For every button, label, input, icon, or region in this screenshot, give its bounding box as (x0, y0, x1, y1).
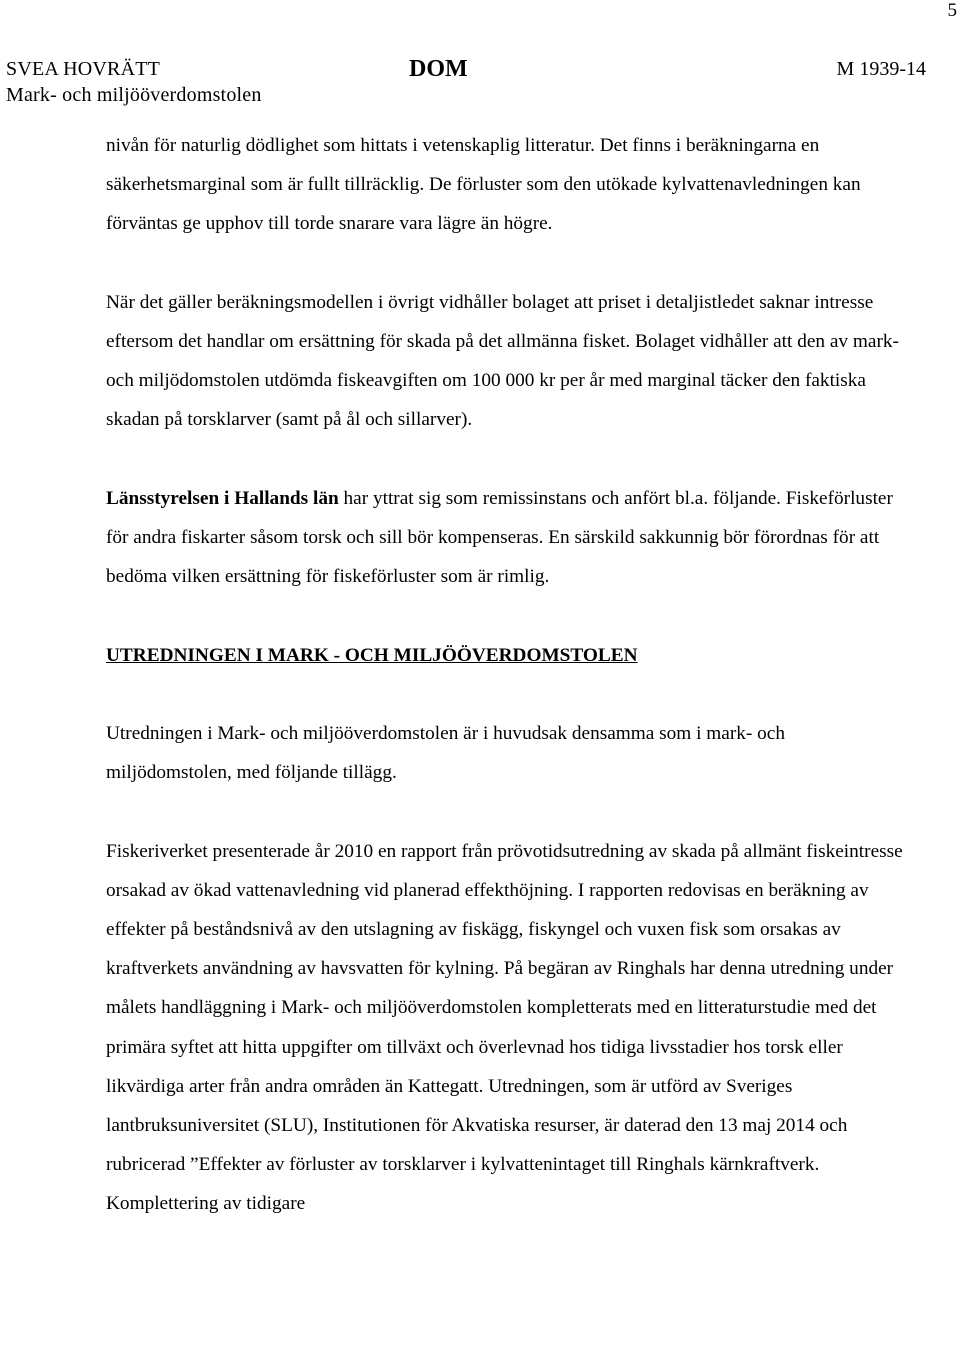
page-number: 5 (947, 0, 957, 21)
paragraph-2-text: När det gäller beräkningsmodellen i övrigt vidhåller bolaget att priset i detaljistledet saknar intresse eftersom det handlar om ersättning för skada på det allmänna fisket. Bolaget vidhåller att den av mark- och miljödomstolen utdömda fiskeavgiften om 100 000 kr per år med marginal täcker den faktiska skadan på torsklarver (samt på ål och sillarver). (106, 291, 899, 431)
division-name: Mark- och miljööverdomstolen (6, 84, 262, 106)
document-header (6, 56, 926, 106)
paragraph-2 (106, 283, 906, 440)
paragraph-3 (106, 479, 906, 597)
paragraph-3-text: har yttrat sig som remissinstans och anfört bl.a. följande. Fiskeförluster för andra fiskarter såsom torsk och sill bör kompenseras. En särskild sakkunnig bör förordnas för att bedöma vilken ersättning för fiskeförluster som är rimlig. (106, 487, 893, 588)
section-heading: UTREDNINGEN I MARK - OCH MILJÖÖVERDOMSTOLEN (106, 644, 638, 666)
case-number: M 1939-14 (836, 58, 926, 80)
paragraph-1: nivån för naturlig dödlighet som hittats i vetenskaplig litteratur. Det finns i beräkningarna en säkerhetsmarginal som är fullt tillräcklig. De förluster som den utökade kylvattenavledningen kan förväntas ge upphov till torde snarare vara lägre än högre. (106, 135, 861, 235)
paragraph-3-subject: Länsstyrelsen i Hallands län (106, 487, 339, 509)
header-court-block (6, 56, 262, 108)
document-type: DOM (409, 56, 468, 82)
paragraph-4: Utredningen i Mark- och miljööverdomstolen är i huvudsak densamma som i mark- och miljödomstolen, med följande tillägg. (106, 722, 785, 784)
paragraph-5: Fiskeriverket presenterade år 2010 en rapport från prövotidsutredning av skada på allmänt fiskeintresse orsakad av ökad vattenavledning vid planerad effekthöjning. I rapporten redovisas en beräkning av effekter på beståndsnivå av den utslagning av fiskägg, fiskyngel och vuxen fisk som orsakas av kraftverkets användning av havsvatten för kylning. På begäran av Ringhals har denna utredning under målets handläggning i Mark- och miljööverdomstolen kompletterats med en litteraturstudie med det primära syftet att hitta uppgifter om tillväxt och överlevnad hos tidiga livsstadier hos torsk eller likvärdiga arter från andra områden än Kattegatt. Utredningen, som är utförd av Sveriges lantbruksuniversitet (SLU), Institutionen för Akvatiska resurser, är daterad den 13 maj 2014 och rubricerad ”Effekter av förluster av torsklarver i kylvattenintaget till Ringhals kärnkraftverk. Komplettering av tidigare (106, 840, 903, 1215)
court-name: SVEA HOVRÄTT (6, 58, 161, 80)
document-body (106, 126, 906, 1224)
